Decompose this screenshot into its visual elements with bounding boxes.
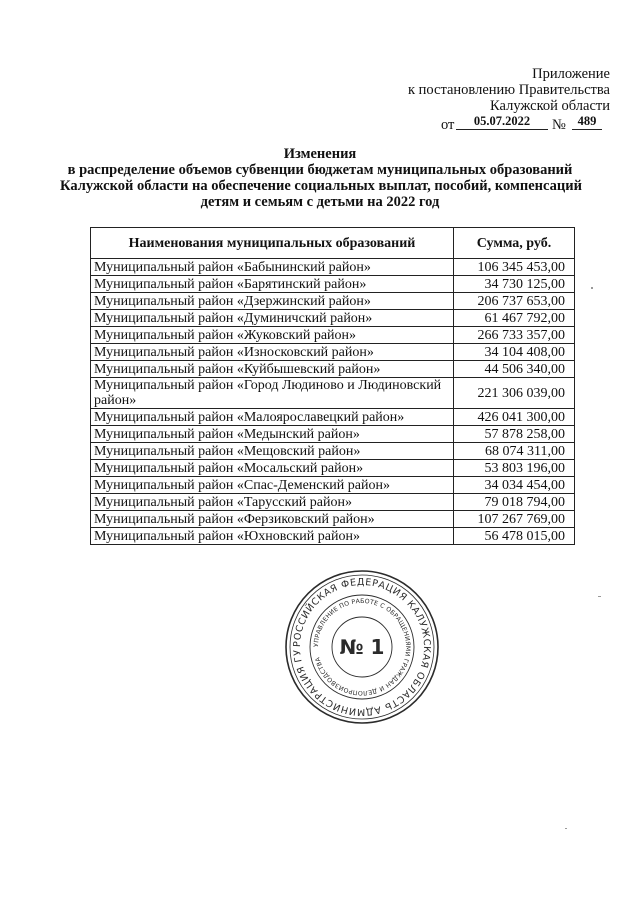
subvention-amount: 106 345 453,00 <box>454 259 575 276</box>
municipality-name: Муниципальный район «Думиничский район» <box>91 310 454 327</box>
appendix-label: Приложение <box>532 66 610 82</box>
table-row <box>91 378 575 409</box>
municipality-name: Муниципальный район «Износковский район» <box>91 344 454 361</box>
header-amount: Сумма, руб. <box>454 228 575 259</box>
table-row <box>91 426 575 443</box>
table-header-row <box>91 228 575 259</box>
subvention-amount: 206 737 653,00 <box>454 293 575 310</box>
title-line-4: детям и семьям с детьми на 2022 год <box>200 194 440 210</box>
municipality-name: Муниципальный район «Бабынинский район» <box>91 259 454 276</box>
seal-outer-text: РОССИЙСКАЯ ФЕДЕРАЦИЯ КАЛУЖСКАЯ ОБЛАСТЬ АДМИНИСТРАЦИЯ ГУ <box>291 576 433 718</box>
table-row <box>91 310 575 327</box>
municipality-name: Муниципальный район «Ферзиковский район» <box>91 511 454 528</box>
subvention-amount: 44 506 340,00 <box>454 361 575 378</box>
table-row <box>91 511 575 528</box>
table-row <box>91 528 575 545</box>
title-line-3: Калужской области на обеспечение социальных выплат, пособий, компенсаций <box>60 178 582 194</box>
document-title <box>60 146 580 210</box>
municipality-name: Муниципальный район «Мещовский район» <box>91 443 454 460</box>
municipality-name: Муниципальный район «Мосальский район» <box>91 460 454 477</box>
municipality-name: Муниципальный район «Дзержинский район» <box>91 293 454 310</box>
appendix-header <box>350 66 610 114</box>
subvention-amount: 57 878 258,00 <box>454 426 575 443</box>
municipality-name: Муниципальный район «Барятинский район» <box>91 276 454 293</box>
table-row <box>91 409 575 426</box>
municipality-name: Муниципальный район «Город Людиново и Людиновский район» <box>91 378 454 409</box>
decree-date: 05.07.2022 <box>456 115 548 130</box>
municipality-name: Муниципальный район «Юхновский район» <box>91 528 454 545</box>
subvention-amount: 53 803 196,00 <box>454 460 575 477</box>
municipality-name: Муниципальный район «Тарусский район» <box>91 494 454 511</box>
table-row <box>91 477 575 494</box>
title-line-2: в распределение объемов субвенции бюджетам муниципальных образований <box>67 162 573 178</box>
subvention-amount: 61 467 792,00 <box>454 310 575 327</box>
table-row <box>91 494 575 511</box>
table-row <box>91 259 575 276</box>
subvention-amount: 266 733 357,00 <box>454 327 575 344</box>
from-label: от <box>441 117 455 133</box>
subvention-amount: 426 041 300,00 <box>454 409 575 426</box>
header-municipality: Наименования муниципальных образований <box>91 228 454 259</box>
municipality-name: Муниципальный район «Медынский район» <box>91 426 454 443</box>
table-row <box>91 327 575 344</box>
scan-mark <box>598 596 601 597</box>
subvention-amount: 34 730 125,00 <box>454 276 575 293</box>
seal-graphic <box>282 567 442 727</box>
table-row <box>91 276 575 293</box>
number-label: № <box>552 117 566 133</box>
seal-center-number: № 1 <box>339 635 385 659</box>
municipality-name: Муниципальный район «Спас-Деменский район» <box>91 477 454 494</box>
subvention-amount: 56 478 015,00 <box>454 528 575 545</box>
table-row <box>91 460 575 477</box>
decree-date-line <box>441 113 611 131</box>
decree-number: 489 <box>572 115 602 130</box>
appendix-decree-line: к постановлению Правительства <box>408 82 610 98</box>
subvention-amount: 221 306 039,00 <box>454 378 575 409</box>
appendix-region-line: Калужской области <box>490 98 610 114</box>
subvention-amount: 34 104 408,00 <box>454 344 575 361</box>
table-body <box>91 259 575 545</box>
table-row <box>91 361 575 378</box>
subvention-amount: 68 074 311,00 <box>454 443 575 460</box>
seal-inner-text: УПРАВЛЕНИЕ ПО РАБОТЕ С ОБРАЩЕНИЯМИ ГРАЖДАН И ДЕЛОПРОИЗВОДСТВА <box>312 597 412 697</box>
subvention-amount: 34 034 454,00 <box>454 477 575 494</box>
municipality-name: Муниципальный район «Жуковский район» <box>91 327 454 344</box>
table-row <box>91 293 575 310</box>
subvention-amount: 107 267 769,00 <box>454 511 575 528</box>
municipality-name: Муниципальный район «Куйбышевский район» <box>91 361 454 378</box>
table-row <box>91 443 575 460</box>
subvention-amount: 79 018 794,00 <box>454 494 575 511</box>
municipality-name: Муниципальный район «Малоярославецкий район» <box>91 409 454 426</box>
table-row <box>91 344 575 361</box>
subvention-table <box>90 227 575 545</box>
scan-mark <box>565 828 567 829</box>
scan-mark <box>591 287 593 289</box>
title-line-1: Изменения <box>283 146 357 162</box>
official-seal <box>282 567 442 727</box>
